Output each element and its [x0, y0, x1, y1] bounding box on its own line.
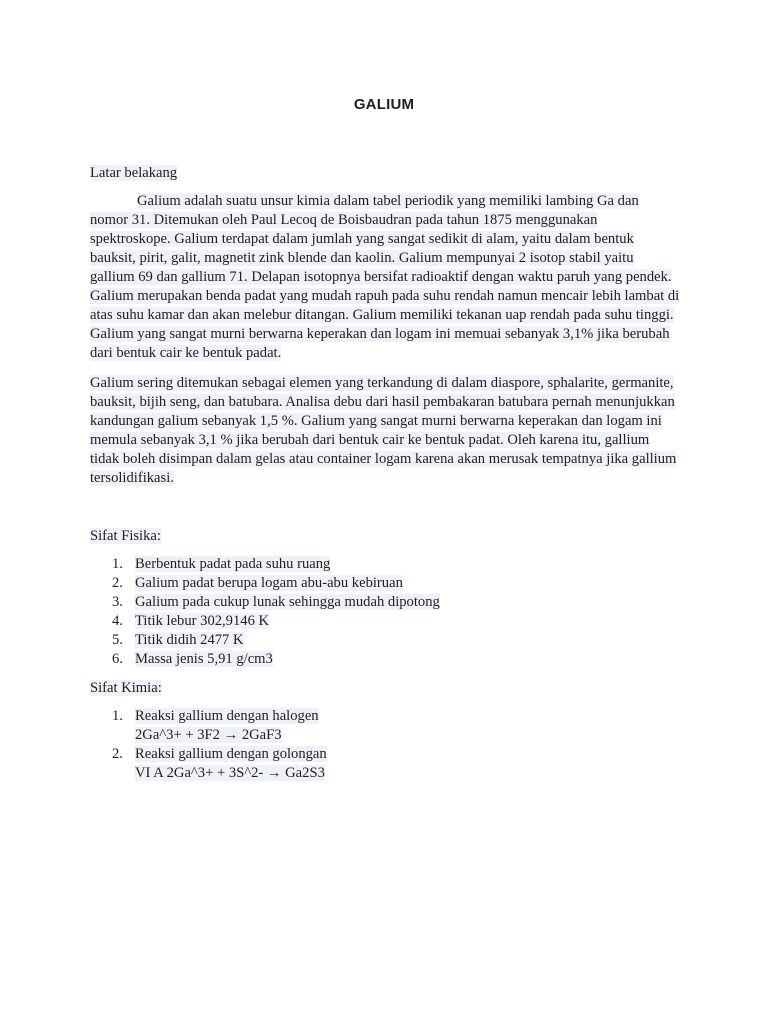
list-item-text: Berbentuk padat pada suhu ruang — [135, 556, 331, 572]
list-item — [90, 593, 680, 612]
reaction-description-text: Reaksi gallium dengan golongan — [135, 746, 327, 762]
list-item-number: 5. — [112, 632, 123, 648]
list-item-text: Massa jenis 5,91 g/cm3 — [135, 651, 273, 667]
list-item-number: 3. — [112, 594, 123, 610]
list-item-number: 2. — [112, 746, 123, 762]
list-item-number: 2. — [112, 575, 123, 591]
list-item-text: Galium padat berupa logam abu-abu kebiruan — [135, 575, 403, 591]
reaction-equation-text: 2Ga^3+ + 3F2 → 2GaF3 — [135, 727, 282, 743]
paragraph-latar-1 — [90, 192, 680, 363]
list-item — [90, 555, 680, 574]
document-title — [0, 96, 768, 113]
reaction-description-text: Reaksi gallium dengan halogen — [135, 708, 319, 724]
fisika-list — [90, 555, 680, 669]
section-heading-fisika — [90, 527, 680, 546]
list-item — [90, 612, 680, 631]
list-item — [90, 650, 680, 669]
list-item — [90, 707, 680, 745]
paragraph-latar-2-text: Galium sering ditemukan sebagai elemen yang terkandung di dalam diaspore, sphalarite, germanite, bauksit, bijih seng, dan batubara. Analisa debu dari hasil pembakaran batubara pernah menunjukkan kandungan galium sebanyak 1,5 %. Galium yang sangat murni berwarna keperakan dan logam ini memula sebanyak 3,1 % jika berubah dari bentuk cair ke bentuk padat. Oleh karena itu, gallium tidak boleh disimpan dalam gelas atau container logam karena akan merusak tempatnya jika gallium tersolidifikasi. — [90, 375, 677, 486]
list-item-text: Titik didih 2477 K — [135, 632, 244, 648]
spacer — [90, 488, 680, 527]
paragraph-latar-2 — [90, 374, 680, 488]
section-heading-kimia-text: Sifat Kimia: — [90, 680, 162, 696]
list-item — [90, 745, 680, 783]
kimia-list — [90, 707, 680, 783]
section-heading-latar — [90, 164, 680, 183]
section-heading-latar-text: Latar belakang — [90, 165, 178, 181]
list-item-number: 6. — [112, 651, 123, 667]
list-item-text: Titik lebur 302,9146 K — [135, 613, 270, 629]
reaction-equation — [135, 764, 680, 783]
list-item — [90, 574, 680, 593]
reaction-equation — [135, 726, 680, 745]
list-item-number: 4. — [112, 613, 123, 629]
document-body — [90, 164, 680, 783]
reaction-description — [135, 707, 680, 726]
document-title-text: GALIUM — [353, 96, 415, 113]
section-heading-fisika-text: Sifat Fisika: — [90, 528, 161, 544]
paragraph-latar-1-text: Galium adalah suatu unsur kimia dalam tabel periodik yang memiliki lambing Ga dan nomor 31. Ditemukan oleh Paul Lecoq de Boisbaudran pada tahun 1875 menggunakan spektroskope. Galium terdapat dalam jumlah yang sangat sedikit di alam, yaitu dalam bentuk bauksit, pirit, galit, magnetit zink blende dan kaolin. Galium mempunyai 2 isotop stabil yaitu gallium 69 dan gallium 71. Delapan isotopnya bersifat radioaktif dengan waktu paruh yang pendek. Galium merupakan benda padat yang mudah rapuh pada suhu rendah namun mencair lebih lambat di atas suhu kamar dan akan melebur ditangan. Galium memiliki tekanan uap rendah pada suhu tinggi. Galium yang sangat murni berwarna keperakan dan logam ini memuai sebanyak 3,1% jika berubah dari bentuk cair ke bentuk padat. — [90, 193, 680, 361]
section-heading-kimia — [90, 679, 680, 698]
list-item-text: Galium pada cukup lunak sehingga mudah dipotong — [135, 594, 440, 610]
list-item-number: 1. — [112, 708, 123, 724]
reaction-equation-text: VI A 2Ga^3+ + 3S^2- → Ga2S3 — [135, 765, 325, 781]
list-item-number: 1. — [112, 556, 123, 572]
list-item — [90, 631, 680, 650]
reaction-description — [135, 745, 680, 764]
